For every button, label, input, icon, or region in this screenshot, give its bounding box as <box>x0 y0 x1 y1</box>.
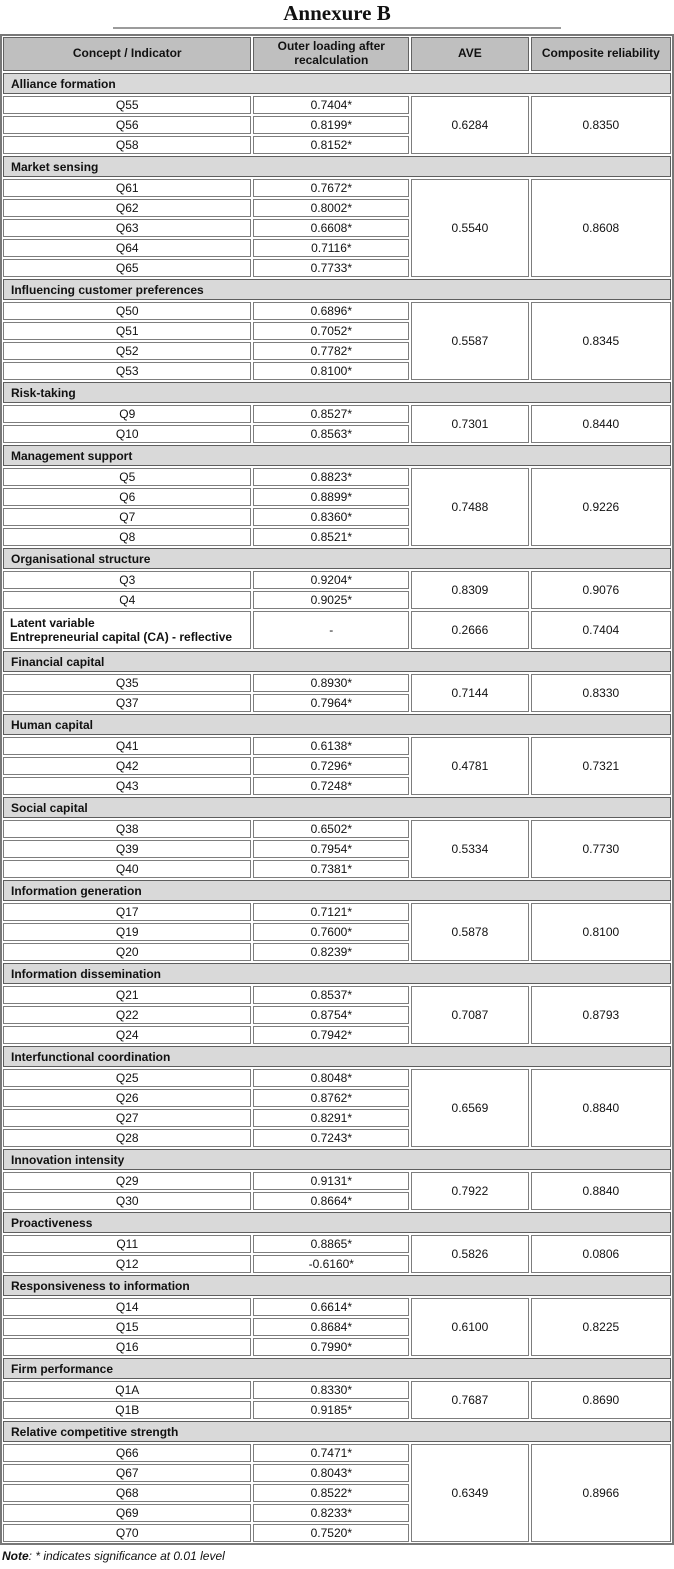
indicator-cell: Q15 <box>3 1318 251 1336</box>
composite-reliability-cell: 0.8690 <box>531 1381 671 1419</box>
indicator-cell: Q37 <box>3 694 251 712</box>
outer-loading-cell: 0.7381* <box>253 860 409 878</box>
latent-label-line2: Entrepreneurial capital (CA) - reflective <box>10 630 233 645</box>
group-rows <box>3 1235 671 1273</box>
outer-loading-cell: 0.8100* <box>253 362 409 380</box>
ave-cell: 0.7922 <box>411 1172 529 1210</box>
indicator-cell: Q25 <box>3 1069 251 1087</box>
group-rows <box>3 179 671 277</box>
ave-cell: 0.6569 <box>411 1069 529 1147</box>
column-header-1: Outer loading after recalculation <box>253 37 409 71</box>
indicator-cell: Q67 <box>3 1464 251 1482</box>
ave-cell: 0.6100 <box>411 1298 529 1356</box>
outer-loading-cell: 0.7052* <box>253 322 409 340</box>
indicator-cell: Q55 <box>3 96 251 114</box>
indicator-cell: Q38 <box>3 820 251 838</box>
outer-loading-cell: 0.7733* <box>253 259 409 277</box>
indicator-cell: Q42 <box>3 757 251 775</box>
indicator-cell: Q29 <box>3 1172 251 1190</box>
outer-loading-cell: 0.7404* <box>253 96 409 114</box>
indicator-cell: Q7 <box>3 508 251 526</box>
composite-reliability-cell: 0.0806 <box>531 1235 671 1273</box>
indicator-cell: Q35 <box>3 674 251 692</box>
outer-loading-cell: 0.6138* <box>253 737 409 755</box>
outer-loading-cell: 0.8754* <box>253 1006 409 1024</box>
latent-variable-label <box>3 611 251 649</box>
composite-reliability-cell: 0.7321 <box>531 737 671 795</box>
outer-loading-cell: 0.9204* <box>253 571 409 589</box>
ave-cell: 0.4781 <box>411 737 529 795</box>
composite-reliability-cell: 0.8966 <box>531 1444 671 1542</box>
outer-loading-cell: 0.8199* <box>253 116 409 134</box>
indicator-cell: Q50 <box>3 302 251 320</box>
ave-cell: 0.5587 <box>411 302 529 380</box>
outer-loading-cell: 0.7942* <box>253 1026 409 1044</box>
group-rows <box>3 1069 671 1147</box>
indicator-cell: Q1B <box>3 1401 251 1419</box>
ave-cell: 0.8309 <box>411 571 529 609</box>
section-header: Management support <box>3 445 671 466</box>
outer-loading-cell: 0.8522* <box>253 1484 409 1502</box>
ave-cell: 0.7301 <box>411 405 529 443</box>
indicator-cell: Q14 <box>3 1298 251 1316</box>
column-header-0: Concept / Indicator <box>3 37 251 71</box>
outer-loading-cell: 0.8521* <box>253 528 409 546</box>
composite-reliability-cell: 0.8793 <box>531 986 671 1044</box>
outer-loading-cell: - <box>253 611 409 649</box>
outer-loading-cell: 0.8865* <box>253 1235 409 1253</box>
indicator-cell: Q6 <box>3 488 251 506</box>
reliability-table <box>0 34 674 1545</box>
section-header: Interfunctional coordination <box>3 1046 671 1067</box>
outer-loading-cell: 0.9131* <box>253 1172 409 1190</box>
table-header-row <box>3 37 671 71</box>
outer-loading-cell: 0.7296* <box>253 757 409 775</box>
indicator-cell: Q41 <box>3 737 251 755</box>
section-header: Influencing customer preferences <box>3 279 671 300</box>
outer-loading-cell: 0.7520* <box>253 1524 409 1542</box>
indicator-cell: Q12 <box>3 1255 251 1273</box>
section-header: Organisational structure <box>3 548 671 569</box>
indicator-cell: Q64 <box>3 239 251 257</box>
ave-cell: 0.5334 <box>411 820 529 878</box>
ave-cell: 0.2666 <box>411 611 529 649</box>
composite-reliability-cell: 0.8330 <box>531 674 671 712</box>
composite-reliability-cell: 0.8100 <box>531 903 671 961</box>
outer-loading-cell: 0.7782* <box>253 342 409 360</box>
ave-cell: 0.7144 <box>411 674 529 712</box>
group-rows <box>3 302 671 380</box>
indicator-cell: Q58 <box>3 136 251 154</box>
section-header: Innovation intensity <box>3 1149 671 1170</box>
outer-loading-cell: 0.8330* <box>253 1381 409 1399</box>
indicator-cell: Q19 <box>3 923 251 941</box>
outer-loading-cell: 0.9025* <box>253 591 409 609</box>
group-rows <box>3 96 671 154</box>
indicator-cell: Q4 <box>3 591 251 609</box>
outer-loading-cell: -0.6160* <box>253 1255 409 1273</box>
section-header: Human capital <box>3 714 671 735</box>
indicator-cell: Q68 <box>3 1484 251 1502</box>
section-header: Social capital <box>3 797 671 818</box>
indicator-cell: Q40 <box>3 860 251 878</box>
table-note <box>0 1545 674 1569</box>
outer-loading-cell: 0.8152* <box>253 136 409 154</box>
outer-loading-cell: 0.8239* <box>253 943 409 961</box>
outer-loading-cell: 0.8048* <box>253 1069 409 1087</box>
indicator-cell: Q43 <box>3 777 251 795</box>
ave-cell: 0.5826 <box>411 1235 529 1273</box>
outer-loading-cell: 0.7243* <box>253 1129 409 1147</box>
section-header: Proactiveness <box>3 1212 671 1233</box>
indicator-cell: Q66 <box>3 1444 251 1462</box>
outer-loading-cell: 0.7964* <box>253 694 409 712</box>
composite-reliability-cell: 0.9076 <box>531 571 671 609</box>
ave-cell: 0.5878 <box>411 903 529 961</box>
indicator-cell: Q61 <box>3 179 251 197</box>
ave-cell: 0.7488 <box>411 468 529 546</box>
group-rows <box>3 1381 671 1419</box>
group-rows <box>3 1444 671 1542</box>
indicator-cell: Q22 <box>3 1006 251 1024</box>
composite-reliability-cell: 0.8225 <box>531 1298 671 1356</box>
indicator-cell: Q11 <box>3 1235 251 1253</box>
indicator-cell: Q63 <box>3 219 251 237</box>
indicator-cell: Q5 <box>3 468 251 486</box>
indicator-cell: Q65 <box>3 259 251 277</box>
indicator-cell: Q62 <box>3 199 251 217</box>
indicator-cell: Q24 <box>3 1026 251 1044</box>
group-rows <box>3 986 671 1044</box>
indicator-cell: Q27 <box>3 1109 251 1127</box>
group-rows <box>3 1172 671 1210</box>
group-rows <box>3 820 671 878</box>
composite-reliability-cell: 0.8350 <box>531 96 671 154</box>
outer-loading-cell: 0.7672* <box>253 179 409 197</box>
group-rows <box>3 405 671 443</box>
outer-loading-cell: 0.8823* <box>253 468 409 486</box>
outer-loading-cell: 0.8899* <box>253 488 409 506</box>
ave-cell: 0.7687 <box>411 1381 529 1419</box>
group-rows <box>3 737 671 795</box>
outer-loading-cell: 0.7954* <box>253 840 409 858</box>
outer-loading-cell: 0.7600* <box>253 923 409 941</box>
outer-loading-cell: 0.6608* <box>253 219 409 237</box>
outer-loading-cell: 0.7990* <box>253 1338 409 1356</box>
outer-loading-cell: 0.8043* <box>253 1464 409 1482</box>
outer-loading-cell: 0.7248* <box>253 777 409 795</box>
indicator-cell: Q39 <box>3 840 251 858</box>
indicator-cell: Q8 <box>3 528 251 546</box>
section-header: Firm performance <box>3 1358 671 1379</box>
composite-reliability-cell: 0.9226 <box>531 468 671 546</box>
section-header: Information generation <box>3 880 671 901</box>
outer-loading-cell: 0.8527* <box>253 405 409 423</box>
outer-loading-cell: 0.7116* <box>253 239 409 257</box>
composite-reliability-cell: 0.8840 <box>531 1069 671 1147</box>
outer-loading-cell: 0.7471* <box>253 1444 409 1462</box>
outer-loading-cell: 0.6502* <box>253 820 409 838</box>
latent-label-line1: Latent variable <box>10 615 95 630</box>
outer-loading-cell: 0.8360* <box>253 508 409 526</box>
section-header: Alliance formation <box>3 73 671 94</box>
note-text: : * indicates significance at 0.01 level <box>28 1549 225 1564</box>
indicator-cell: Q10 <box>3 425 251 443</box>
indicator-cell: Q70 <box>3 1524 251 1542</box>
indicator-cell: Q69 <box>3 1504 251 1522</box>
indicator-cell: Q52 <box>3 342 251 360</box>
indicator-cell: Q30 <box>3 1192 251 1210</box>
indicator-cell: Q9 <box>3 405 251 423</box>
composite-reliability-cell: 0.8608 <box>531 179 671 277</box>
indicator-cell: Q17 <box>3 903 251 921</box>
outer-loading-cell: 0.8930* <box>253 674 409 692</box>
group-rows <box>3 571 671 609</box>
composite-reliability-cell: 0.8345 <box>531 302 671 380</box>
indicator-cell: Q21 <box>3 986 251 1004</box>
ave-cell: 0.7087 <box>411 986 529 1044</box>
outer-loading-cell: 0.8762* <box>253 1089 409 1107</box>
note-prefix: Note <box>2 1549 29 1564</box>
section-header: Relative competitive strength <box>3 1421 671 1442</box>
indicator-cell: Q1A <box>3 1381 251 1399</box>
section-header: Risk-taking <box>3 382 671 403</box>
indicator-cell: Q28 <box>3 1129 251 1147</box>
composite-reliability-cell: 0.8440 <box>531 405 671 443</box>
composite-reliability-cell: 0.7404 <box>531 611 671 649</box>
section-header: Information dissemination <box>3 963 671 984</box>
column-header-2: AVE <box>411 37 529 71</box>
indicator-cell: Q3 <box>3 571 251 589</box>
indicator-cell: Q16 <box>3 1338 251 1356</box>
ave-cell: 0.6284 <box>411 96 529 154</box>
ave-cell: 0.6349 <box>411 1444 529 1542</box>
column-header-3: Composite reliability <box>531 37 671 71</box>
group-rows <box>3 903 671 961</box>
outer-loading-cell: 0.8002* <box>253 199 409 217</box>
section-header: Financial capital <box>3 651 671 672</box>
indicator-cell: Q26 <box>3 1089 251 1107</box>
indicator-cell: Q51 <box>3 322 251 340</box>
section-header: Market sensing <box>3 156 671 177</box>
composite-reliability-cell: 0.7730 <box>531 820 671 878</box>
title-underline <box>113 27 561 29</box>
outer-loading-cell: 0.8233* <box>253 1504 409 1522</box>
outer-loading-cell: 0.9185* <box>253 1401 409 1419</box>
section-header: Responsiveness to information <box>3 1275 671 1296</box>
latent-variable-row <box>3 611 671 649</box>
indicator-cell: Q20 <box>3 943 251 961</box>
group-rows <box>3 468 671 546</box>
latent-label-lines <box>10 616 232 645</box>
outer-loading-cell: 0.8291* <box>253 1109 409 1127</box>
group-rows <box>3 1298 671 1356</box>
outer-loading-cell: 0.8684* <box>253 1318 409 1336</box>
group-rows <box>3 674 671 712</box>
composite-reliability-cell: 0.8840 <box>531 1172 671 1210</box>
outer-loading-cell: 0.8537* <box>253 986 409 1004</box>
outer-loading-cell: 0.6614* <box>253 1298 409 1316</box>
indicator-cell: Q56 <box>3 116 251 134</box>
page-title: Annexure B <box>283 1 391 25</box>
indicator-cell: Q53 <box>3 362 251 380</box>
outer-loading-cell: 0.6896* <box>253 302 409 320</box>
outer-loading-cell: 0.7121* <box>253 903 409 921</box>
ave-cell: 0.5540 <box>411 179 529 277</box>
outer-loading-cell: 0.8664* <box>253 1192 409 1210</box>
outer-loading-cell: 0.8563* <box>253 425 409 443</box>
